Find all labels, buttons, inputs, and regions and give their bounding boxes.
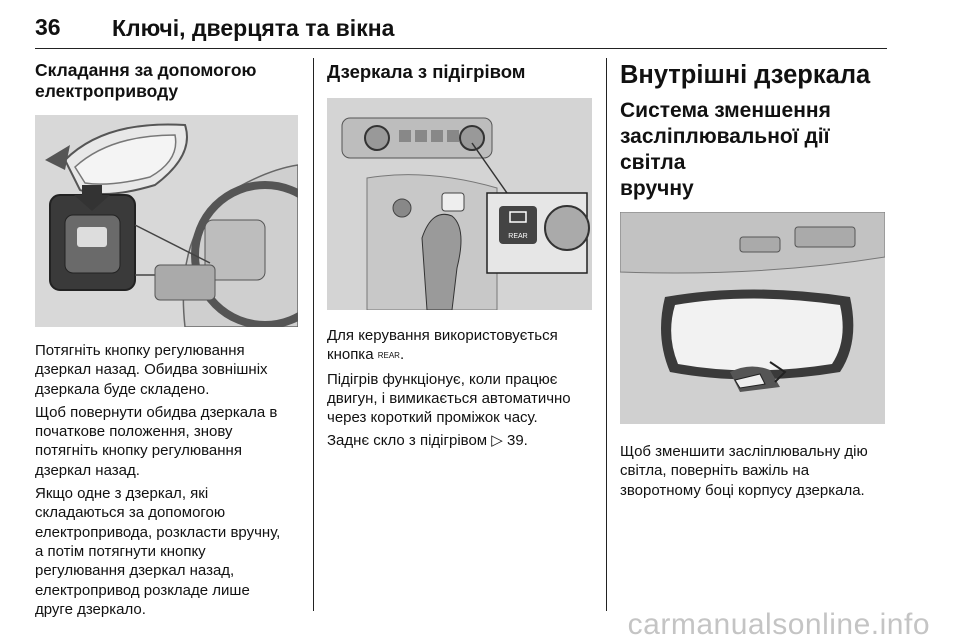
column-heated-mirrors bbox=[327, 60, 592, 451]
column-divider-2 bbox=[606, 58, 607, 611]
paragraph: Щоб зменшити засліплювальну дію світла, поверніть важіль на зворотному боці корпусу дзеркала. bbox=[620, 443, 868, 499]
folding-mirror-illustration bbox=[35, 115, 298, 327]
rear-window-heater-icon: REAR bbox=[377, 351, 400, 361]
paragraph: Для керування використовується кнопка REAR. bbox=[327, 326, 592, 366]
section-heading-interior: Внутрішні дзеркала bbox=[620, 61, 871, 89]
paragraph: Щоб повернути обидва дзеркала в початкове положення, знову потягніть кнопку регулювання дзеркал назад. bbox=[35, 403, 278, 479]
paragraph: Заднє скло з підігрівом ▷ 39. bbox=[327, 432, 528, 450]
page-number: 36 bbox=[35, 14, 61, 40]
paragraph: Потягніть кнопку регулювання дзеркал назад. Обидва зовнішніх дзеркала буде складено. bbox=[35, 342, 268, 398]
paragraph: Якщо одне з дзеркал, які складаються за допомогою електропривода, розкласти вручну, а потім потягнути кнопку регулювання дзеркал назад, електропривод розкладе лише друге дзеркало. bbox=[35, 485, 281, 618]
interior-mirror-illustration bbox=[620, 212, 885, 424]
page-title: Ключі, дверцята та вікна bbox=[112, 15, 395, 41]
column-divider-1 bbox=[313, 58, 314, 611]
arrow-ref-icon: ▷ bbox=[491, 432, 503, 450]
page-reference-link[interactable]: 39. bbox=[507, 432, 528, 450]
watermark: carmanualsonline.info bbox=[627, 608, 930, 641]
paragraph: Підігрів функціонує, коли працює двигун, і вимикається автоматично через короткий проміжок часу. bbox=[327, 370, 571, 427]
subsection-heading: Система зменшення засліплювальної дії світла вручну bbox=[620, 99, 831, 200]
section-heading-folding: Складання за допомогою електроприводу bbox=[35, 60, 257, 101]
section-heading-heated: Дзеркала з підігрівом bbox=[327, 61, 526, 82]
rear-label: REAR bbox=[508, 233, 528, 240]
page-header bbox=[35, 14, 887, 49]
rear-heater-button-illustration bbox=[327, 98, 592, 310]
column-interior-mirrors bbox=[620, 60, 888, 500]
column-folding-mirrors bbox=[35, 60, 302, 619]
